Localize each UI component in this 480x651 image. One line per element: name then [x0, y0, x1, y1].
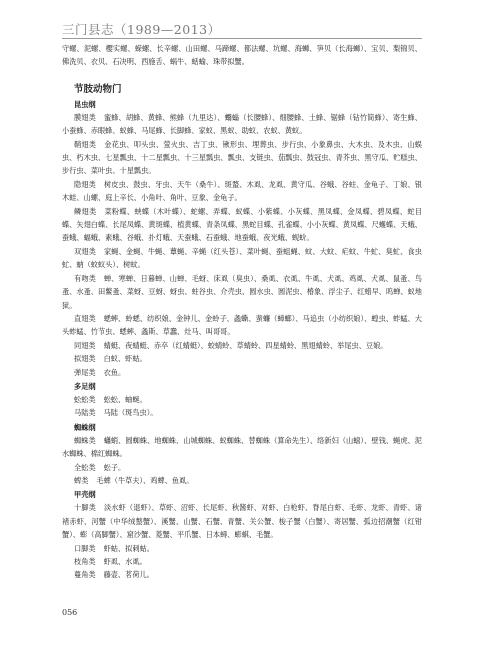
entry-text: 蚣子。	[103, 462, 126, 472]
entry-label: 蔓角类	[74, 570, 96, 580]
entry-label: 鞘翅类	[74, 139, 97, 149]
entry-label: 鳞翅类	[74, 206, 97, 216]
entry-araneae	[62, 434, 422, 461]
subhead-insecta: 昆虫纲	[74, 99, 96, 109]
subhead-arachnida: 蜘蛛纲	[74, 422, 96, 432]
entry-text: 藤壶、茗荷儿。	[103, 570, 154, 580]
entry-staphylinidae	[62, 178, 422, 205]
entry-text: 蚣蚣、蚰蜒。	[103, 394, 147, 404]
entry-label: 马陆类	[74, 408, 96, 418]
entry-scorpiones	[62, 461, 422, 474]
header-divider	[62, 38, 422, 39]
entry-cladocera	[62, 555, 422, 568]
entry-label: 全蚣类	[74, 462, 96, 472]
entry-collembola	[62, 366, 422, 379]
entry-text: 蝉、寒蝉、日暮蝉、山蝉、毛蚜、床虱（臭虫）、桑虱、衣虱、牛虱、犬虱、鸡虱、犬虱、鼠蚤、鸟蚤、水蚤、田鳖蚤、菜蚜、豆蚜、蚜虫、蛀谷虫、介壳虫、圆水虫、圆泥虫、椿象、浮尘子、红蜡早、呜蝉、蚁地狱。	[62, 273, 422, 310]
entry-label: 双翅类	[74, 246, 96, 256]
entry-chilopoda	[62, 393, 422, 406]
entry-text: 白蚁、虾蛄。	[103, 354, 147, 364]
entry-label: 直翅类	[74, 313, 96, 323]
entry-cirripedia	[62, 568, 422, 581]
entry-diptera	[62, 245, 422, 272]
entry-text: 虾蛄、拟刺蛄。	[103, 543, 154, 553]
entry-text: 家蝇、金蝇、牛蝇、蕈蝇、辛蝇（红头苍）、菜叶蝇、蚕蛆蝇、蚊、大蚊、疟蚊、牛虻、臭虻、食虫虻、蚋（蚊蚁头）、树蚊。	[62, 246, 422, 270]
entry-text: 衣鱼。	[103, 367, 126, 377]
page-number: 056	[62, 608, 78, 617]
entry-decapoda	[62, 501, 422, 541]
entry-text: 蜜蜂、胡蜂、黄蜂、熊蜂（九里达）、蠮螉（长腰蜂）、细腰蜂、土蜂、锯蜂（钻竹简蜂）、寄生蜂、小蚕蜂、赤眼蜂、蚁蜂、马尾蜂、长脚蜂、家蚁、黑蚁、助蚁、农蚁、黄蚁。	[62, 112, 422, 136]
entry-text: 蟋蟀、蛉蟋、纺织娘、金钟儿、金蛉子、螽蟖、蜚蠊（蟑螂）、马追虫（小纺织娘）、蝗虫、蚱蜢、大头蚱蜢、竹节虫、蟋蟀、螽斯、草蠢、灶马、叫哥哥。	[62, 313, 422, 337]
entry-isoptera	[62, 352, 422, 365]
running-header: 三门县志（1989—2013）	[62, 22, 221, 37]
entry-label: 蚣蚣类	[74, 394, 96, 404]
entry-label: 拟翅类	[74, 354, 96, 364]
entry-label: 口脚类	[74, 543, 96, 553]
subhead-crustacea: 甲壳纲	[74, 490, 96, 500]
entry-text: 虾虱、水虱。	[103, 557, 147, 566]
page-content	[62, 42, 422, 582]
entry-text: 金花虫、叩头虫、萤火虫、吉丁虫、锹形虫、埋葬虫、步行虫、小象鼻虫、大木虫、及木虫、山蜈虫、朽木虫、七星瓢虫、十二星瓢虫、十三星瓢虫、瓢虫、支链虫、茄瓢虫、鼓冠虫、青芥虫、黑守瓜、贮糕虫、步行虫、菜叶虫、十星瓢虫。	[62, 139, 422, 176]
entry-acari	[62, 474, 422, 487]
entry-text: 毛蜱（牛草夫）、鸡蜱、鱼虱。	[96, 475, 194, 485]
subhead-myriapoda: 多足纲	[74, 381, 96, 391]
entry-label: 膜翅类	[74, 112, 96, 122]
entry-odonata	[62, 339, 422, 352]
entry-hemiptera	[62, 272, 422, 312]
entry-label: 隐翅类	[74, 179, 96, 189]
intro-paragraph: 守螺、泥螺、樱实螺、蝾螺、长辛螺、山田螺、马蹄螺、都法螺、坑螺、海蛳、笋贝（长海蛳）、宝贝、梨锦贝、佛洗贝、衣贝、石决明、西施舌、蜗牛、蛞蝓、珠带拟蟹。	[62, 44, 422, 67]
entry-label: 同翅类	[74, 340, 96, 350]
entry-text: 蜻蜓、夜蜻蜓、赤卒（红蜻蜓）、蛟蜻蛉、草蜻蛉、四星蜻蛉、黑翅蜻蛉、举尾虫、豆娘。	[103, 340, 388, 350]
entry-label: 十脚类	[74, 503, 96, 513]
entry-orthoptera	[62, 312, 422, 339]
entry-text: 淡水虾（退虾）、草虾、沼虾、长尾虾、秋酱虾、对虾、白枪虾、脊尾白虾、毛虾、龙虾、青虾、诸褚赤虾、河蟹（中华绒螯蟹）、溪蟹、山蟹、石蟹、青蟹、关公蟹、梭子蟹（白蟹）、寄居蟹、弧边招潮蟹（红钳蟹）、蟛（高脚蟹）、窟沙蟹、菱蟹、平爪蟹、日本蟳、蟛蜞、毛蟹。	[62, 503, 422, 540]
entry-text: 马陆（斑鸟虫）。	[103, 408, 158, 418]
entry-text: 蠨蛸、圆蜘蛛、地蜘蛛、山城蜘蛛、蚁蜘蛛、替蜘蛛（算命先生）、络新妇（山蟢）、壁钱、蝇虎、泥水蜘蛛、棉红蜘蛛。	[62, 435, 422, 459]
entry-hymenoptera	[62, 111, 422, 138]
entry-text: 菜粉蝶、蛱蝶（木叶蝶）、蛇螺、弄蝶、蚁蝶、小紫蝶、小灰蝶、黑凤蝶、金凤蝶、碧凤蝶、蛇目蝶、矢翅白蝶、长尾凤蝶、黄斑蝶、植黄蝶、青条凤蝶、黑蛇目蝶、孔雀蝶、小小灰蝶、黄凤蝶、尺蠖蝶、天蛾、蚕蛾、蝠蛾、素蛾、谷蛾、扑灯蛾、天蚕蛾、石蚕蛾、地蚕蛾、夜光蛾、蚬蚧。	[62, 206, 422, 243]
entry-label: 蜱类	[74, 475, 89, 485]
entry-label: 蜘蛛类	[74, 435, 96, 445]
entry-label: 弹尾类	[74, 367, 96, 377]
entry-label: 枝角类	[74, 557, 96, 566]
entry-text: 树皮虫、鼓虫、牙虫、天牛（桑牛）、斑蝥、木虱、龙虱、黄守瓜、谷蛾、谷蛀、金龟子、丁娘、银木蛙、山螺、庭上辛长、小角叶、角叶、豆象、金龟子。	[62, 179, 422, 203]
entry-diplopoda	[62, 406, 422, 419]
section-title: 节肢动物门	[74, 83, 122, 95]
entry-lepidoptera	[62, 205, 422, 245]
entry-stomatopoda	[62, 542, 422, 555]
entry-label: 有吻类	[74, 273, 96, 283]
entry-coleoptera	[62, 138, 422, 178]
